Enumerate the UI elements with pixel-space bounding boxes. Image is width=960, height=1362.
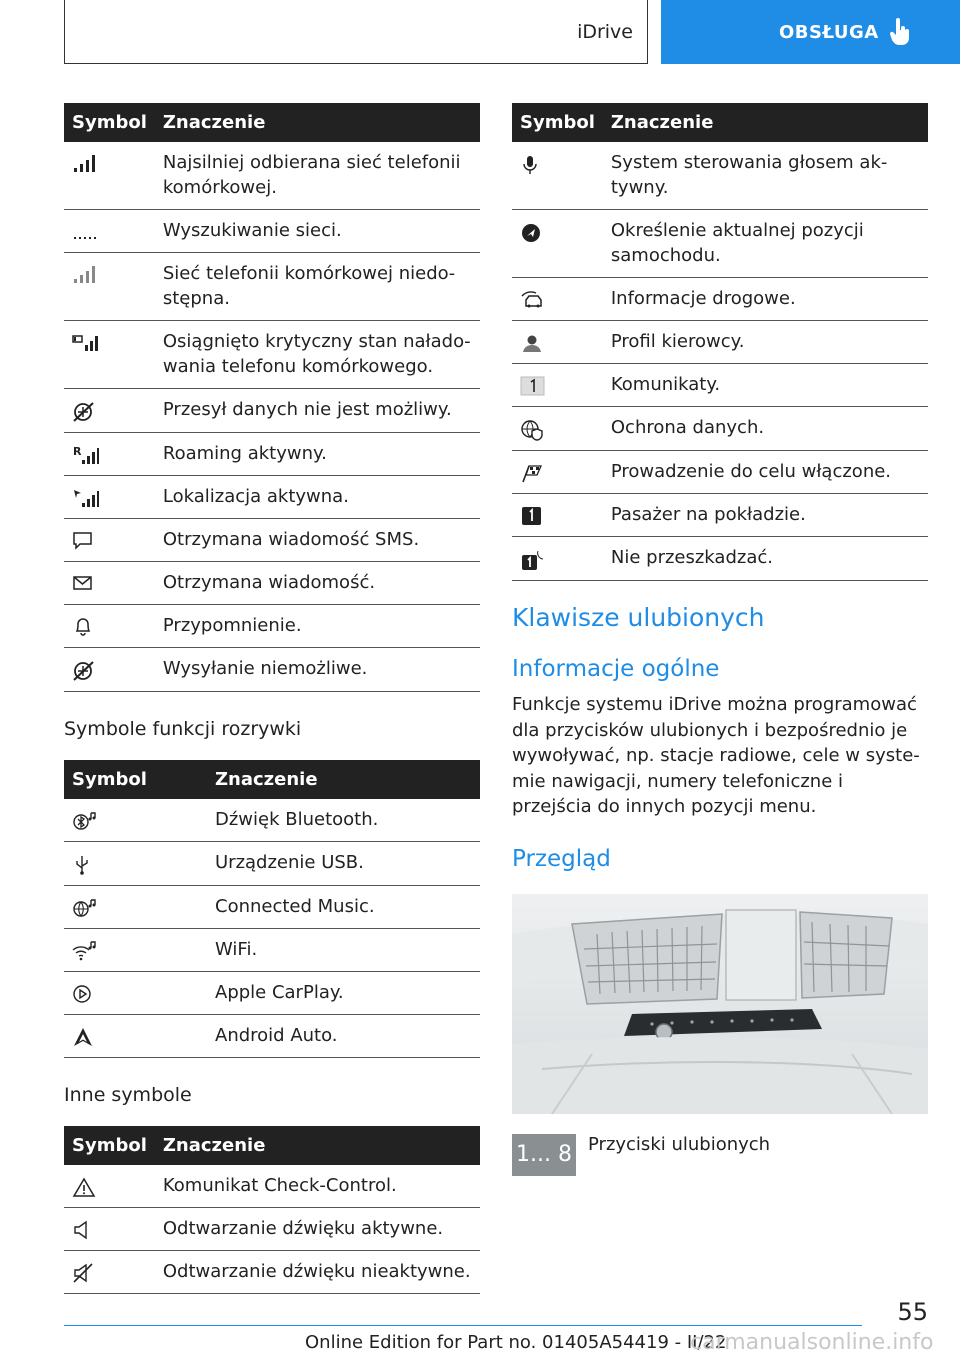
row-text: WiFi. (207, 929, 480, 972)
table-row (512, 210, 928, 278)
pointing-hand-icon (889, 18, 911, 46)
table-row (64, 1015, 480, 1058)
row-text: Pasażer na pokładzie. (603, 494, 928, 537)
svg-text:R: R (73, 445, 82, 458)
row-text: System sterowania głosem aktywny. (603, 142, 928, 210)
page-number: 55 (897, 1298, 928, 1326)
col-symbol: Symbol (64, 1126, 155, 1165)
row-text: Określenie aktualnej pozycji samochodu. (603, 210, 928, 278)
other-title: Inne symbole (64, 1084, 192, 1106)
row-text: Osiągnięto krytyczny stan naładowania telefonu komórkowego. (155, 321, 480, 389)
table-row (64, 648, 480, 692)
table-row (512, 537, 928, 581)
row-text: Urządzenie USB. (207, 842, 480, 886)
do-not-disturb-icon (520, 549, 546, 571)
table-row (64, 519, 480, 562)
row-text: Otrzymana wiadomość. (155, 562, 480, 605)
table-row (64, 1165, 480, 1208)
carplay-icon (72, 984, 94, 1004)
watermark: carmanualsonline.info (690, 1330, 934, 1355)
bell-icon (72, 617, 94, 637)
row-text: Connected Music. (207, 886, 480, 929)
table-row (64, 799, 480, 842)
right-column (512, 103, 928, 1176)
row-text: Przesył danych nie jest możliwy. (155, 389, 480, 433)
table-row (64, 1251, 480, 1294)
bluetooth-audio-icon (72, 811, 98, 831)
privacy-icon (520, 419, 546, 441)
col-symbol: Symbol (64, 103, 155, 142)
location-active-icon (72, 488, 100, 508)
row-text: Najsilniej odbierana sieć telefonii komórkowej. (155, 142, 480, 210)
send-off-icon (72, 660, 96, 682)
row-text: Lokalizacja aktywna. (155, 476, 480, 519)
connected-music-icon (72, 898, 98, 918)
col-symbol: Symbol (64, 760, 207, 799)
table-row (512, 278, 928, 321)
favorites-badge (512, 1134, 576, 1176)
driver-profile-icon (520, 333, 544, 353)
favorites-caption: Przyciski ulubionych (588, 1133, 771, 1155)
usb-icon (72, 854, 92, 876)
caption-row (512, 1134, 928, 1176)
left-column (64, 103, 480, 1294)
signal-search-icon (72, 222, 98, 240)
row-text: Profil kierowcy. (603, 321, 928, 364)
table-row (512, 494, 928, 537)
col-meaning: Znaczenie (207, 760, 480, 799)
warning-triangle-icon (72, 1177, 96, 1197)
envelope-icon (72, 574, 94, 592)
table-row (64, 389, 480, 433)
footer-divider (64, 1325, 862, 1326)
position-icon (520, 222, 542, 244)
table-row (64, 605, 480, 648)
row-text: Android Auto. (207, 1015, 480, 1058)
sms-icon (72, 531, 94, 551)
row-text: Informacje drogowe. (603, 278, 928, 321)
table-row (64, 886, 480, 929)
signal-unavailable-icon (72, 265, 98, 283)
row-text: Nie przeszkadzać. (603, 537, 928, 581)
table-row (512, 451, 928, 494)
table-row (512, 364, 928, 407)
row-text: Apple CarPlay. (207, 972, 480, 1015)
row-text: Roaming aktywny. (155, 433, 480, 476)
header-chapter-box (64, 0, 648, 64)
table-row (64, 1208, 480, 1251)
col-meaning: Znaczenie (155, 1126, 480, 1165)
other-symbols-table (64, 1126, 480, 1294)
speaker-off-icon (72, 1263, 94, 1283)
table-row (64, 929, 480, 972)
row-text: Komunikat Check-Control. (155, 1165, 480, 1208)
row-text: Dźwięk Bluetooth. (207, 799, 480, 842)
row-text: Sieć telefonii komórkowej niedostępna. (155, 253, 480, 321)
table-row (512, 321, 928, 364)
col-meaning: Znaczenie (603, 103, 928, 142)
traffic-info-icon (520, 290, 546, 310)
dashboard-illustration (512, 894, 928, 1114)
entertainment-title: Symbole funkcji rozrywki (64, 718, 302, 740)
row-text: Prowadzenie do celu włączone. (603, 451, 928, 494)
data-off-icon (72, 401, 96, 423)
table-row (64, 142, 480, 210)
roaming-icon (72, 445, 100, 465)
messages-icon (520, 376, 546, 396)
wifi-icon (72, 941, 98, 961)
row-text: Ochrona danych. (603, 407, 928, 451)
overview-title: Przegląd (512, 845, 611, 872)
row-text: Wysyłanie niemożliwe. (155, 648, 480, 692)
table-row (64, 321, 480, 389)
table-row (64, 972, 480, 1015)
microphone-icon (520, 154, 540, 176)
table-row (512, 407, 928, 451)
header-section: OBSŁUGA (779, 21, 879, 43)
favorites-body: Funkcje systemu iDrive można programować dla przycisków ulubionych i bezpośrednio je wywoływać, np. stacje radiowe, cele w systemie nawigacji, numery telefoniczne i przejścia do innych pozycji menu. (512, 694, 920, 817)
row-text: Otrzymana wiadomość SMS. (155, 519, 480, 562)
row-text: Wyszukiwanie sieci. (155, 210, 480, 253)
table-row (512, 142, 928, 210)
table-row (64, 842, 480, 886)
table-row (64, 433, 480, 476)
row-text: Komunikaty. (603, 364, 928, 407)
header-section-box (661, 0, 960, 64)
col-meaning: Znaczenie (155, 103, 480, 142)
general-info-title: Informacje ogólne (512, 656, 720, 682)
col-symbol: Symbol (512, 103, 603, 142)
status-symbols-table-2 (512, 103, 928, 581)
signal-full-icon (72, 154, 98, 172)
android-auto-icon (72, 1027, 94, 1047)
row-text: Przypomnienie. (155, 605, 480, 648)
row-text: Odtwarzanie dźwięku aktywne. (155, 1208, 480, 1251)
badge-label: 1... 8 (516, 1142, 572, 1167)
header-chapter: iDrive (577, 20, 633, 43)
edition-note: Online Edition for Part no. 01405A54419 - II/22 (305, 1332, 727, 1353)
table-row (64, 253, 480, 321)
passenger-icon (520, 506, 544, 526)
table-row (64, 476, 480, 519)
entertainment-table (64, 760, 480, 1058)
row-text: Odtwarzanie dźwięku nieaktywne. (155, 1251, 480, 1294)
battery-low-icon (72, 333, 100, 351)
destination-flag-icon (520, 463, 544, 483)
speaker-on-icon (72, 1220, 94, 1240)
favorites-title: Klawisze ulubionych (512, 603, 765, 632)
table-row (64, 210, 480, 253)
status-symbols-table (64, 103, 480, 692)
table-row (64, 562, 480, 605)
